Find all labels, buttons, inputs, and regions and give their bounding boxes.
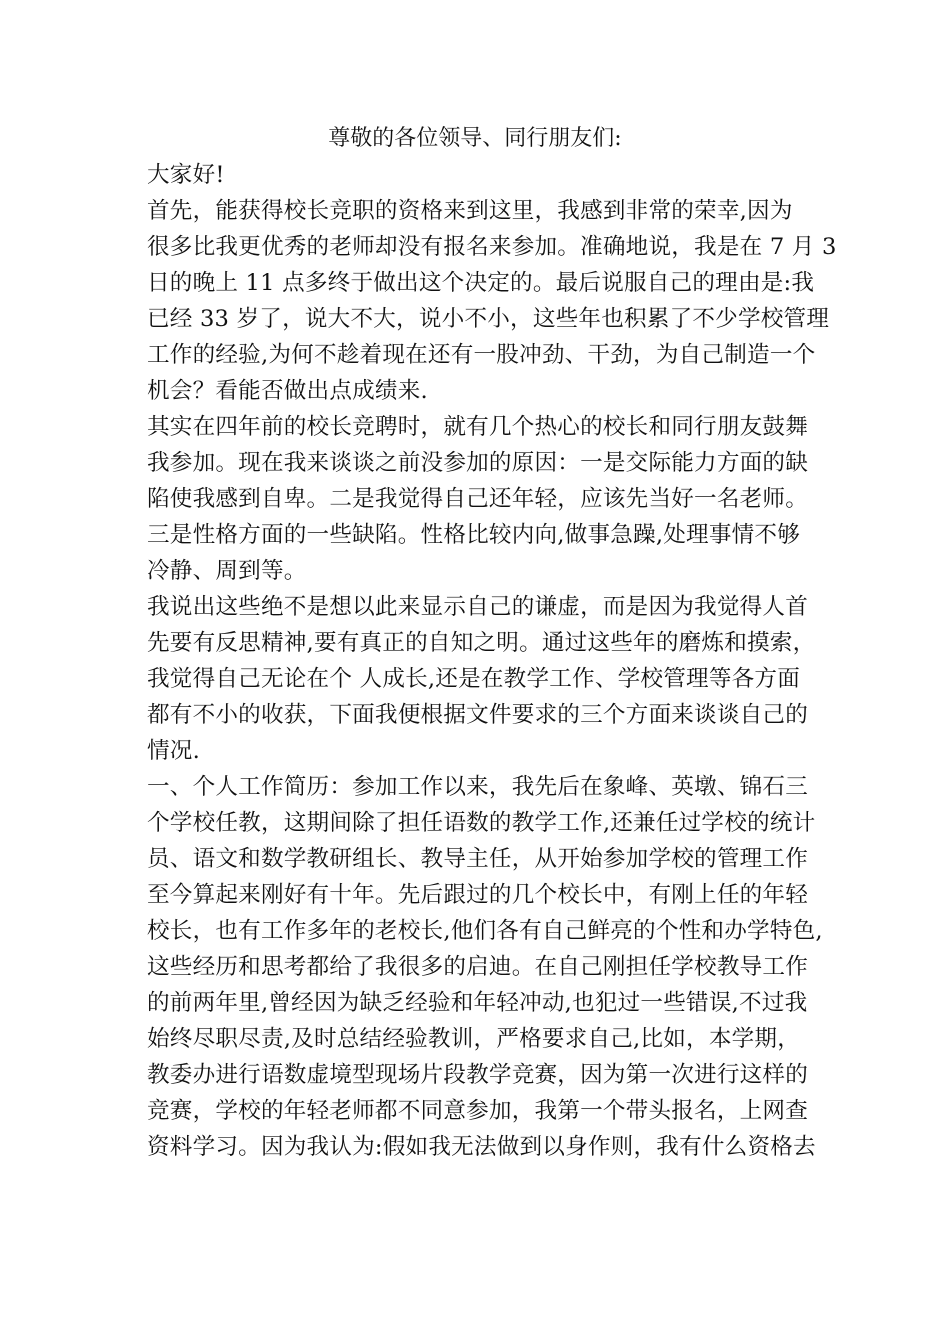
body-line: 个学校任教，这期间除了担任语数的教学工作,还兼任过学校的统计 bbox=[147, 810, 816, 836]
body-line: 工作的经验,为何不趁着现在还有一股冲劲、干劲，为自己制造一个 bbox=[147, 342, 816, 368]
body-line: 我说出这些绝不是想以此来显示自己的谦虚，而是因为我觉得人首 bbox=[147, 594, 809, 620]
body-line: 至今算起来刚好有十年。先后跟过的几个校长中，有刚上任的年轻 bbox=[147, 882, 809, 908]
body-line: 首先，能获得校长竞职的资格来到这里，我感到非常的荣幸,因为 bbox=[147, 198, 793, 224]
body-line: 的前两年里,曾经因为缺乏经验和年轻冲动,也犯过一些错误,不过我 bbox=[147, 990, 808, 1016]
page-title: 尊敬的各位领导、同行朋友们: bbox=[328, 126, 622, 151]
body-line: 先要有反思精神,要有真正的自知之明。通过这些年的磨炼和摸索， bbox=[147, 630, 816, 656]
body-line: 这些经历和思考都给了我很多的启迪。在自己刚担任学校教导工作 bbox=[147, 954, 809, 980]
body-line: 教委办进行语数虚境型现场片段教学竞赛，因为第一次进行这样的 bbox=[147, 1062, 809, 1088]
body-line: 都有不小的收获，下面我便根据文件要求的三个方面来谈谈自己的 bbox=[147, 702, 809, 728]
body-line: 大家好! bbox=[147, 162, 225, 188]
body-line: 三是性格方面的一些缺陷。性格比较内向,做事急躁,处理事情不够 bbox=[147, 522, 800, 548]
body-line: 已经 33 岁了，说大不大，说小不小，这些年也积累了不少学校管理 bbox=[147, 306, 830, 332]
body-line: 我觉得自己无论在个 人成长,还是在教学工作、学校管理等各方面 bbox=[147, 666, 800, 692]
body-line: 陷使我感到自卑。二是我觉得自己还年轻，应该先当好一名老师。 bbox=[147, 486, 809, 512]
body-line: 情况. bbox=[147, 738, 200, 764]
body-line: 日的晚上 11 点多终于做出这个决定的。最后说服自己的理由是:我 bbox=[147, 270, 815, 296]
body-line: 机会？看能否做出点成绩来. bbox=[147, 378, 428, 404]
body-line: 竞赛，学校的年轻老师都不同意参加，我第一个带头报名，上网查 bbox=[147, 1098, 809, 1124]
body-line: 员、语文和数学教研组长、教导主任，从开始参加学校的管理工作 bbox=[147, 846, 809, 872]
body-line: 我参加。现在我来谈谈之前没参加的原因：一是交际能力方面的缺 bbox=[147, 450, 809, 476]
body-line: 始终尽职尽责,及时总结经验教训，严格要求自己,比如，本学期， bbox=[147, 1026, 800, 1052]
body-line: 校长，也有工作多年的老校长,他们各有自己鲜亮的个性和办学特色, bbox=[147, 918, 823, 944]
body-line: 其实在四年前的校长竞聘时，就有几个热心的校长和同行朋友鼓舞 bbox=[147, 414, 809, 440]
body-line: 冷静、周到等。 bbox=[147, 558, 307, 584]
body-line: 一、个人工作简历：参加工作以来，我先后在象峰、英墩、锦石三 bbox=[147, 774, 809, 800]
body-line: 很多比我更优秀的老师却没有报名来参加。准确地说，我是在 7 月 3 bbox=[147, 234, 837, 260]
body-line: 资料学习。因为我认为:假如我无法做到以身作则，我有什么资格去 bbox=[147, 1134, 816, 1160]
